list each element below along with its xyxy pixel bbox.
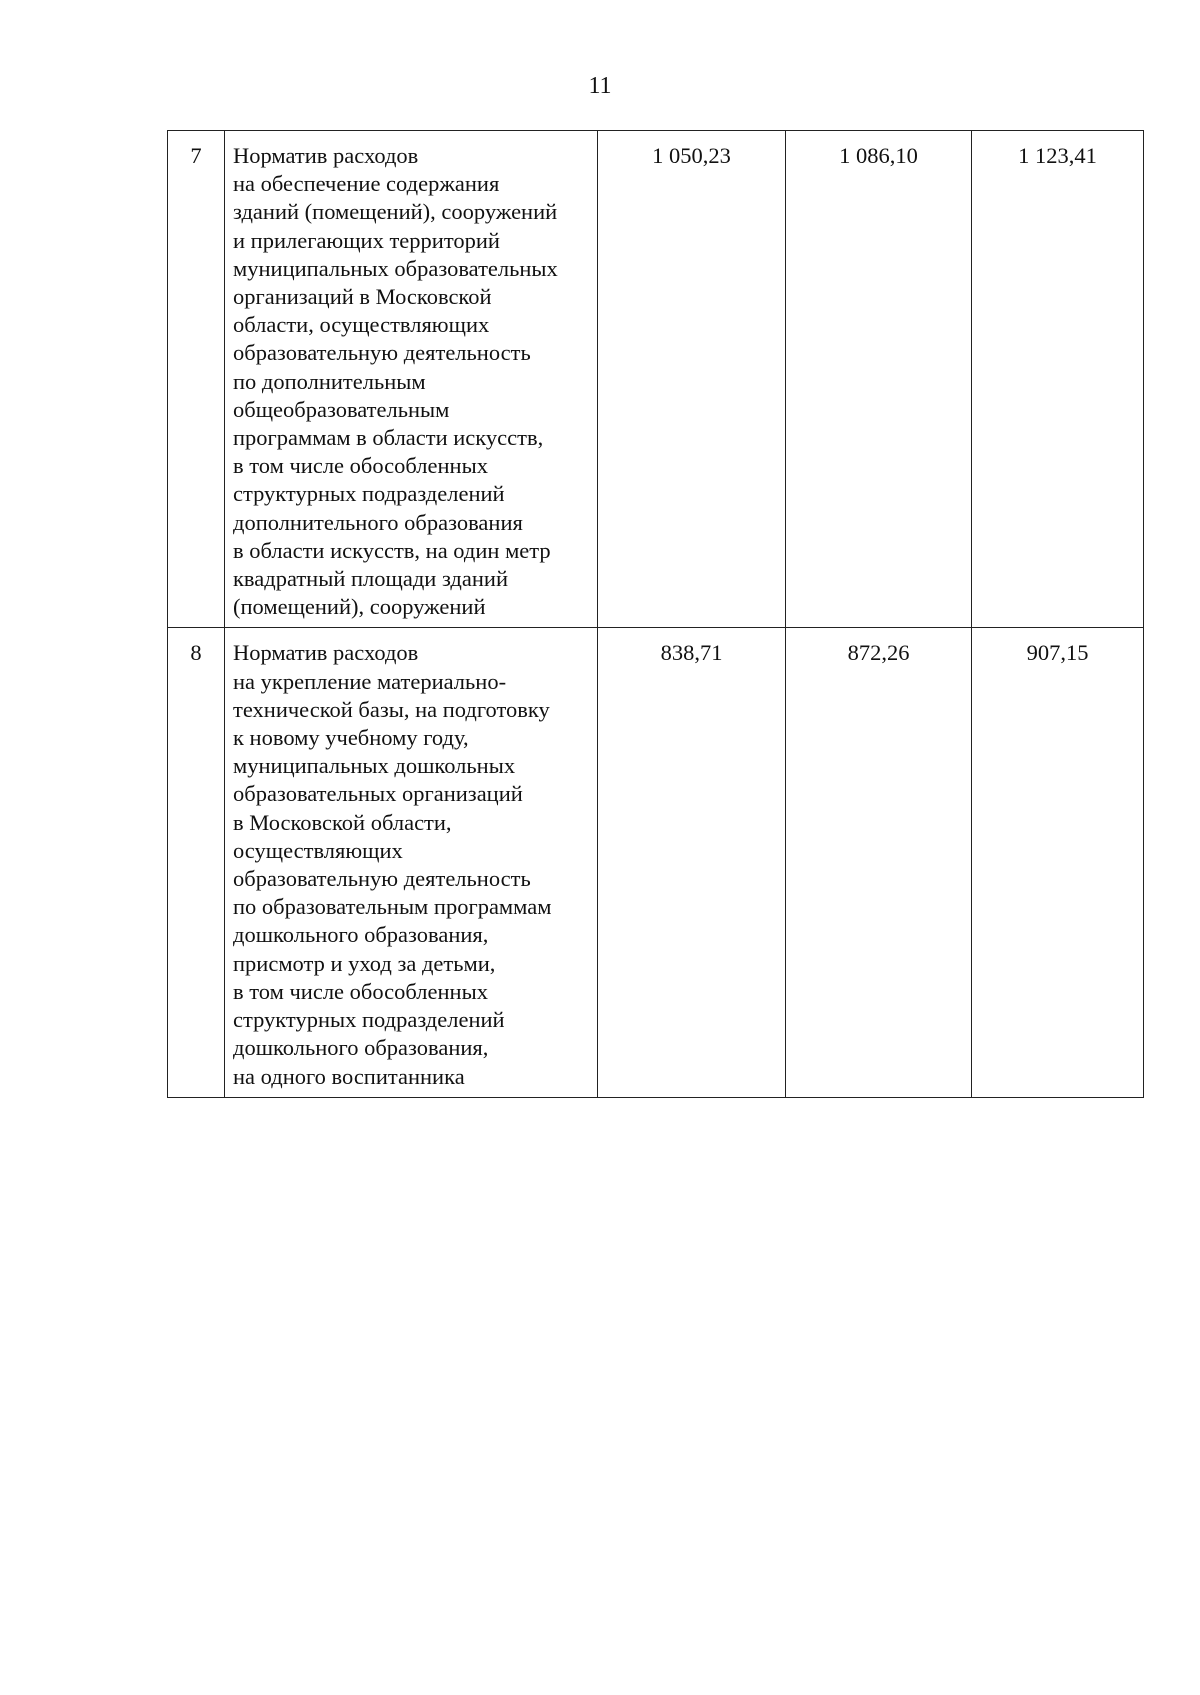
- value-cell-2: 872,26: [786, 628, 972, 1097]
- value-cell-1: 1 050,23: [598, 131, 786, 628]
- row-description-cell: Норматив расходов на укрепление материально- технической базы, на подготовку к новому учебному году, муниципальных дошкольных образовательных организаций в Московской области, осуществляющих образовательную деятельность по образовательным программам дошкольного образования, присмотр и уход за детьми, в том числе обособленных структурных подразделений дошкольного образования, на одного воспитанника: [225, 628, 598, 1097]
- value-cell-3: 907,15: [972, 628, 1144, 1097]
- value-cell-3: 1 123,41: [972, 131, 1144, 628]
- norms-table: [167, 130, 1144, 1098]
- table-row: [168, 131, 1144, 628]
- table-row: [168, 628, 1144, 1097]
- row-number-cell: 8: [168, 628, 225, 1097]
- value-cell-1: 838,71: [598, 628, 786, 1097]
- row-number-cell: 7: [168, 131, 225, 628]
- value-cell-2: 1 086,10: [786, 131, 972, 628]
- row-description-cell: Норматив расходов на обеспечение содержания зданий (помещений), сооружений и прилегающих территорий муниципальных образовательных организаций в Московской области, осуществляющих образовательную деятельность по дополнительным общеобразовательным программам в области искусств, в том числе обособленных структурных подразделений дополнительного образования в области искусств, на один метр квадратный площади зданий (помещений), сооружений: [225, 131, 598, 628]
- page-number: 11: [588, 73, 612, 99]
